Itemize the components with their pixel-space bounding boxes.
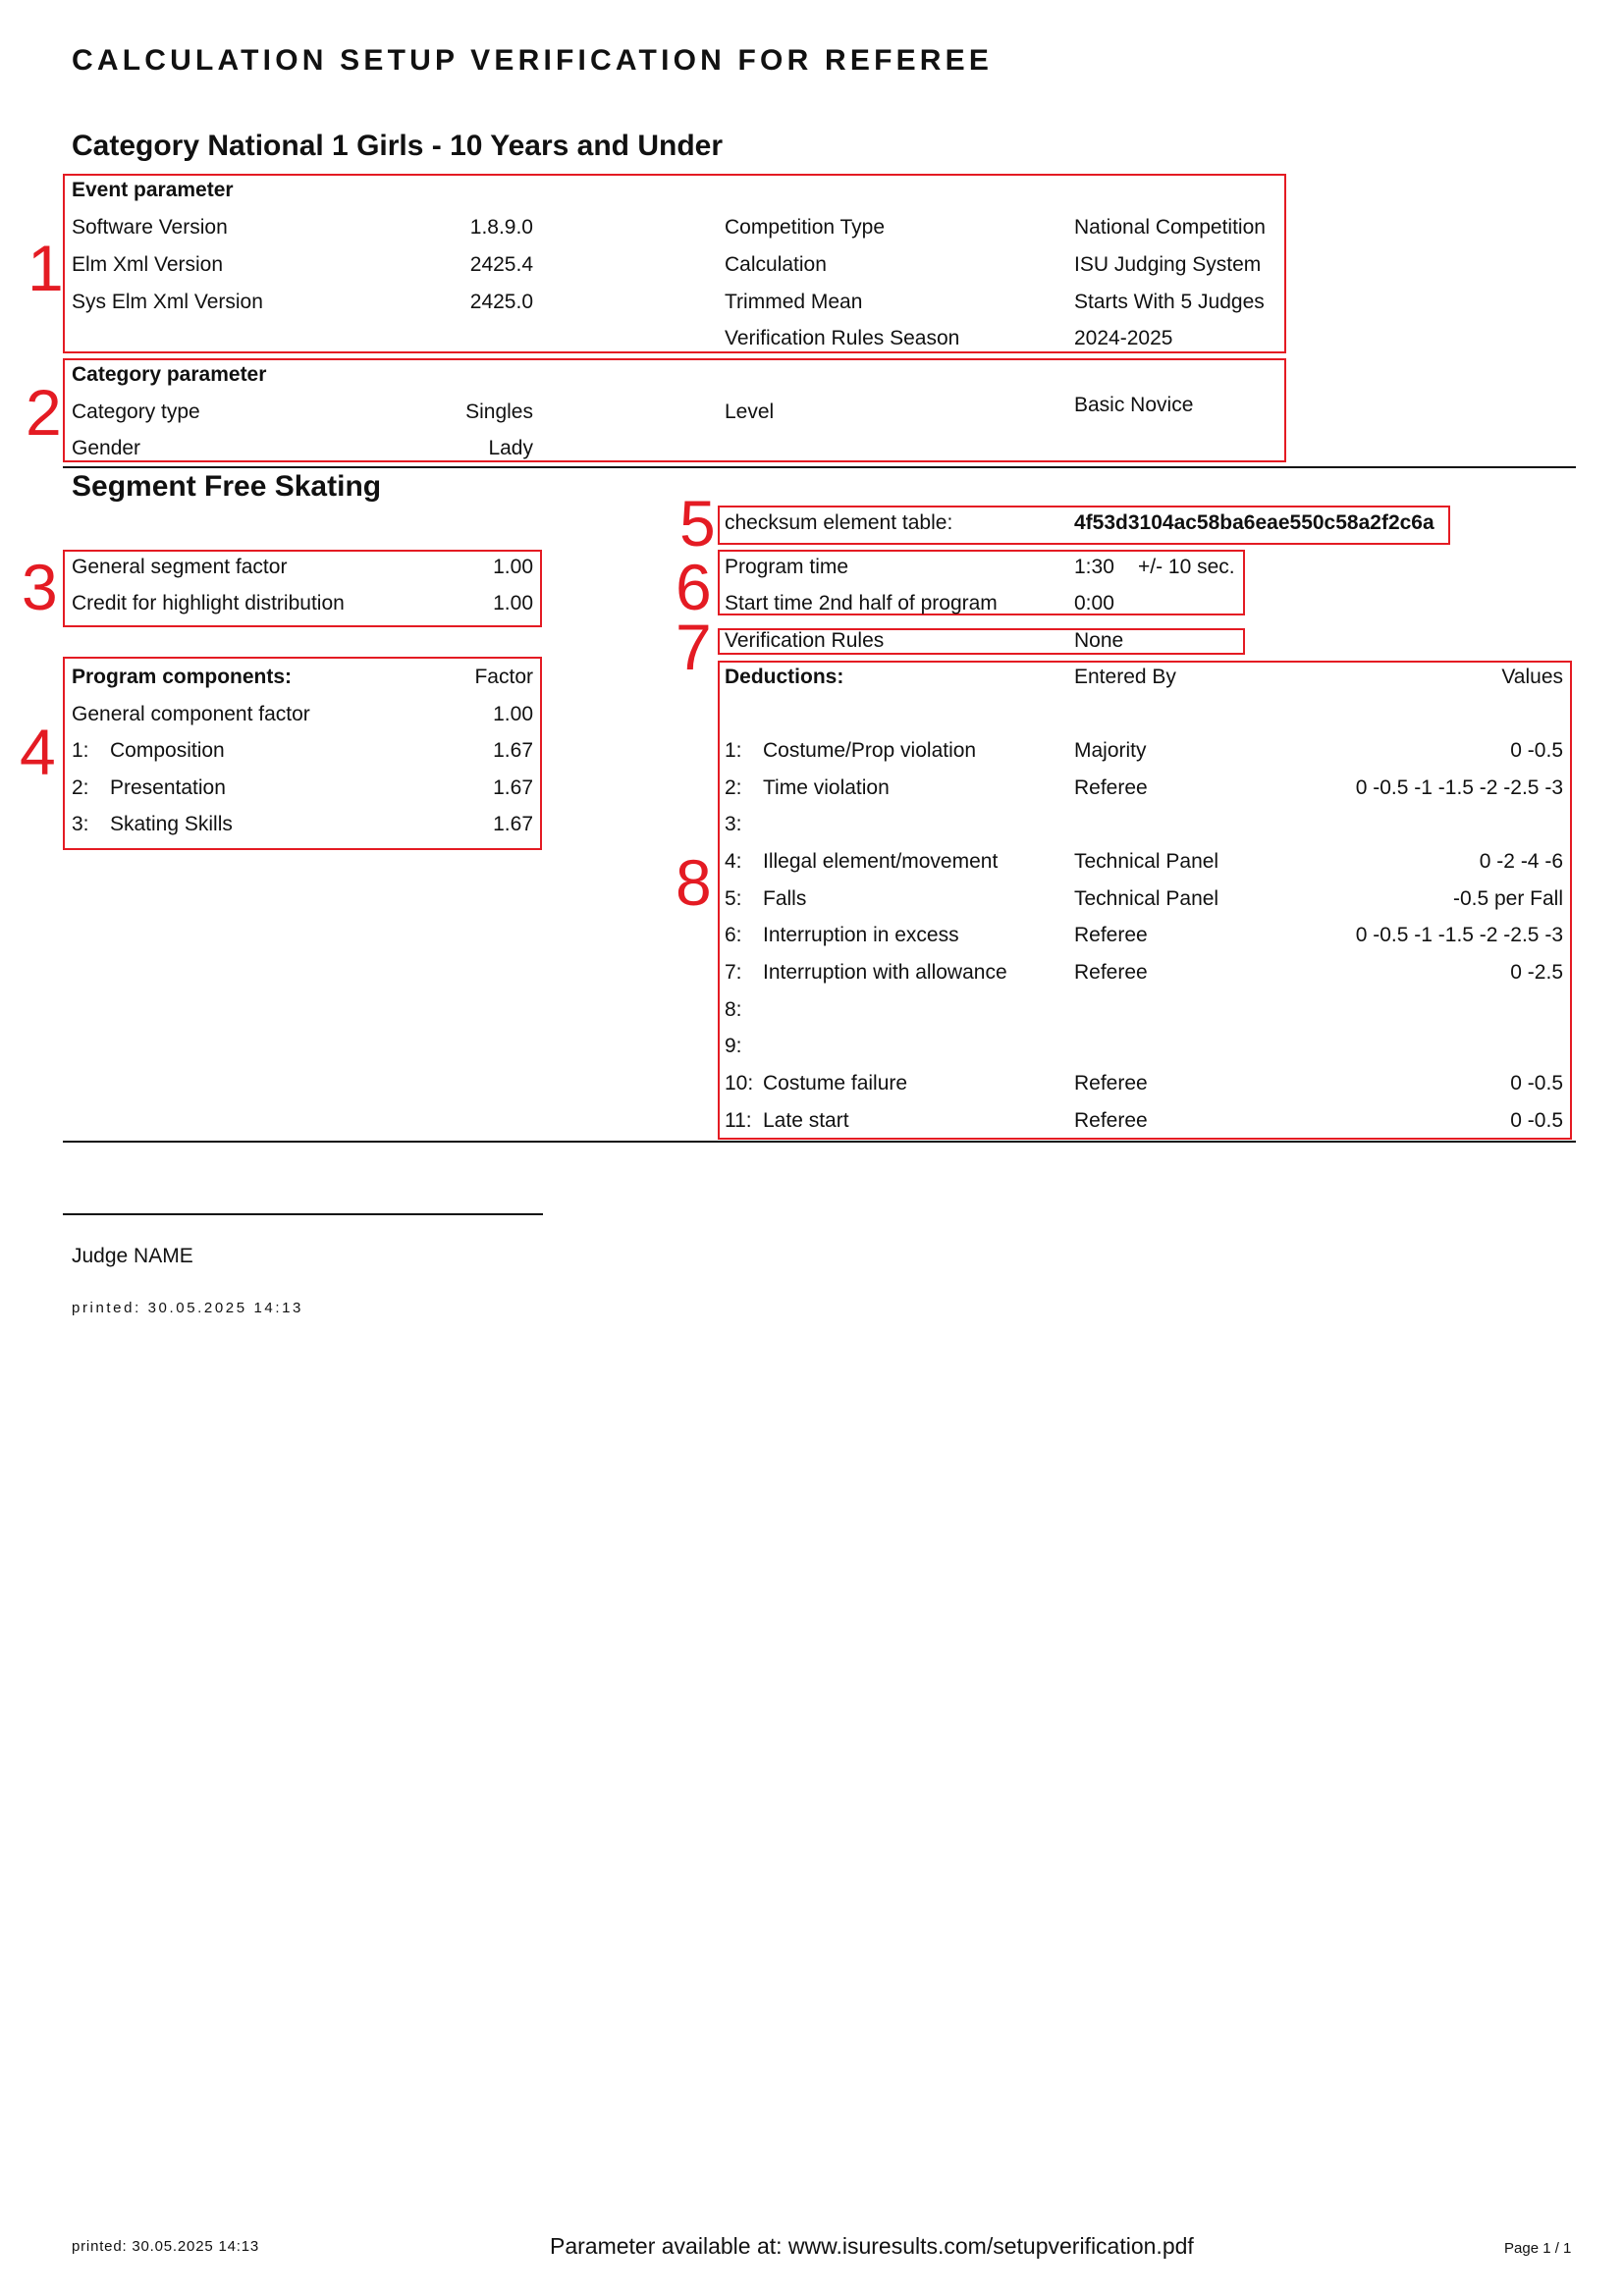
verification-rules-season-label: Verification Rules Season — [725, 327, 960, 349]
sys-elm-xml-version-label: Sys Elm Xml Version — [72, 291, 263, 313]
deduction-values: 0 -0.5 -1 -1.5 -2 -2.5 -3 — [1355, 776, 1563, 799]
trimmed-mean-value: Starts With 5 Judges — [1074, 291, 1265, 313]
printed-date: printed: 30.05.2025 14:13 — [72, 1300, 303, 1316]
deduction-values: 0 -2 -4 -6 — [1479, 850, 1563, 873]
deduction-values: 0 -0.5 -1 -1.5 -2 -2.5 -3 — [1355, 924, 1563, 946]
document-title: CALCULATION SETUP VERIFICATION FOR REFEREE — [72, 44, 994, 77]
trimmed-mean-label: Trimmed Mean — [725, 291, 863, 313]
footer-url-text: Parameter available at: www.isuresults.com/setupverification.pdf — [550, 2233, 1194, 2259]
component-name: Presentation — [110, 776, 226, 799]
competition-type-label: Competition Type — [725, 216, 886, 239]
entered-by-heading: Entered By — [1074, 666, 1176, 688]
component-name: Composition — [110, 739, 225, 762]
judge-name: Judge NAME — [72, 1245, 193, 1267]
software-version-value: 1.8.9.0 — [469, 216, 533, 239]
deduction-values: -0.5 per Fall — [1452, 887, 1563, 910]
component-number: 3: — [72, 813, 89, 835]
checksum-label: checksum element table: — [725, 511, 953, 534]
program-time-label: Program time — [725, 556, 849, 578]
category-type-label: Category type — [72, 400, 200, 423]
component-number: 2: — [72, 776, 89, 799]
factor-heading: Factor — [474, 666, 533, 688]
verification-rules-label: Verification Rules — [725, 629, 885, 652]
segment-title: Segment Free Skating — [72, 470, 382, 503]
deduction-entered-by: Technical Panel — [1074, 887, 1219, 910]
start-time-2nd-half-value: 0:00 — [1074, 592, 1114, 614]
component-name: Skating Skills — [110, 813, 233, 835]
footer-printed-date: printed: 30.05.2025 14:13 — [72, 2238, 259, 2255]
deduction-entered-by: Technical Panel — [1074, 850, 1219, 873]
software-version-label: Software Version — [72, 216, 228, 239]
program-components-heading: Program components: — [72, 666, 293, 688]
sys-elm-xml-version-value: 2425.0 — [469, 291, 533, 313]
deduction-entered-by: Referee — [1074, 1109, 1148, 1132]
program-time-tolerance: +/- 10 sec. — [1138, 556, 1235, 578]
annotation-number-7: 7 — [676, 611, 712, 683]
calculation-value: ISU Judging System — [1074, 253, 1262, 276]
annotation-number-6: 6 — [676, 551, 712, 623]
deduction-number: 1: — [725, 739, 742, 762]
annotation-number-5: 5 — [679, 487, 716, 560]
deduction-name: Falls — [763, 887, 807, 910]
start-time-2nd-half-label: Start time 2nd half of program — [725, 592, 998, 614]
category-type-value: Singles — [465, 400, 533, 423]
level-value: Basic Novice — [1074, 394, 1194, 416]
general-component-factor-label: General component factor — [72, 703, 310, 725]
highlight-credit-value: 1.00 — [493, 592, 533, 614]
general-segment-factor-label: General segment factor — [72, 556, 288, 578]
annotation-number-4: 4 — [20, 716, 56, 788]
category-parameter-heading: Category parameter — [72, 363, 267, 386]
deduction-number: 6: — [725, 924, 742, 946]
general-segment-factor-value: 1.00 — [493, 556, 533, 578]
component-factor: 1.67 — [493, 776, 533, 799]
signature-line — [63, 1213, 543, 1215]
calculation-label: Calculation — [725, 253, 827, 276]
competition-type-value: National Competition — [1074, 216, 1266, 239]
deduction-entered-by: Referee — [1074, 776, 1148, 799]
footer-page-number: Page 1 / 1 — [1504, 2240, 1572, 2257]
separator-line — [63, 466, 1576, 468]
program-time-value: 1:30 — [1074, 556, 1114, 578]
deduction-name: Interruption with allowance — [763, 961, 1007, 984]
deduction-name: Late start — [763, 1109, 849, 1132]
deduction-entered-by: Referee — [1074, 1072, 1148, 1095]
deduction-entered-by: Referee — [1074, 961, 1148, 984]
deduction-values: 0 -0.5 — [1510, 739, 1563, 762]
annotation-number-1: 1 — [27, 232, 64, 304]
level-label: Level — [725, 400, 775, 423]
category-title: Category National 1 Girls - 10 Years and Under — [72, 130, 724, 162]
deduction-values: 0 -0.5 — [1510, 1109, 1563, 1132]
annotation-number-8: 8 — [676, 846, 712, 919]
component-factor: 1.67 — [493, 813, 533, 835]
deduction-number: 7: — [725, 961, 742, 984]
general-component-factor-value: 1.00 — [493, 703, 533, 725]
bottom-separator-line — [63, 1141, 1576, 1143]
highlight-credit-label: Credit for highlight distribution — [72, 592, 345, 614]
deduction-number: 4: — [725, 850, 742, 873]
annotation-number-2: 2 — [26, 376, 62, 449]
deduction-values: 0 -2.5 — [1510, 961, 1563, 984]
component-factor: 1.67 — [493, 739, 533, 762]
checksum-value: 4f53d3104ac58ba6eae550c58a2f2c6a — [1074, 511, 1434, 534]
event-parameter-heading: Event parameter — [72, 179, 234, 201]
deduction-number: 11: — [725, 1109, 752, 1132]
deduction-number: 2: — [725, 776, 742, 799]
verification-rules-value: None — [1074, 629, 1124, 652]
elm-xml-version-label: Elm Xml Version — [72, 253, 224, 276]
deduction-name: Costume failure — [763, 1072, 908, 1095]
elm-xml-version-value: 2425.4 — [469, 253, 533, 276]
deduction-number: 5: — [725, 887, 742, 910]
deduction-name: Costume/Prop violation — [763, 739, 977, 762]
component-number: 1: — [72, 739, 89, 762]
deductions-heading: Deductions: — [725, 666, 844, 688]
verification-rules-season-value: 2024-2025 — [1074, 327, 1173, 349]
gender-value: Lady — [488, 437, 533, 459]
deduction-entered-by: Majority — [1074, 739, 1147, 762]
deduction-number: 10: — [725, 1072, 754, 1095]
deduction-number: 8: — [725, 998, 742, 1021]
deduction-values: 0 -0.5 — [1510, 1072, 1563, 1095]
deduction-name: Interruption in excess — [763, 924, 959, 946]
deduction-number: 3: — [725, 813, 742, 835]
deduction-name: Time violation — [763, 776, 890, 799]
values-heading: Values — [1501, 666, 1563, 688]
deduction-name: Illegal element/movement — [763, 850, 999, 873]
gender-label: Gender — [72, 437, 141, 459]
deduction-number: 9: — [725, 1035, 742, 1057]
deduction-entered-by: Referee — [1074, 924, 1148, 946]
annotation-number-3: 3 — [22, 551, 58, 623]
